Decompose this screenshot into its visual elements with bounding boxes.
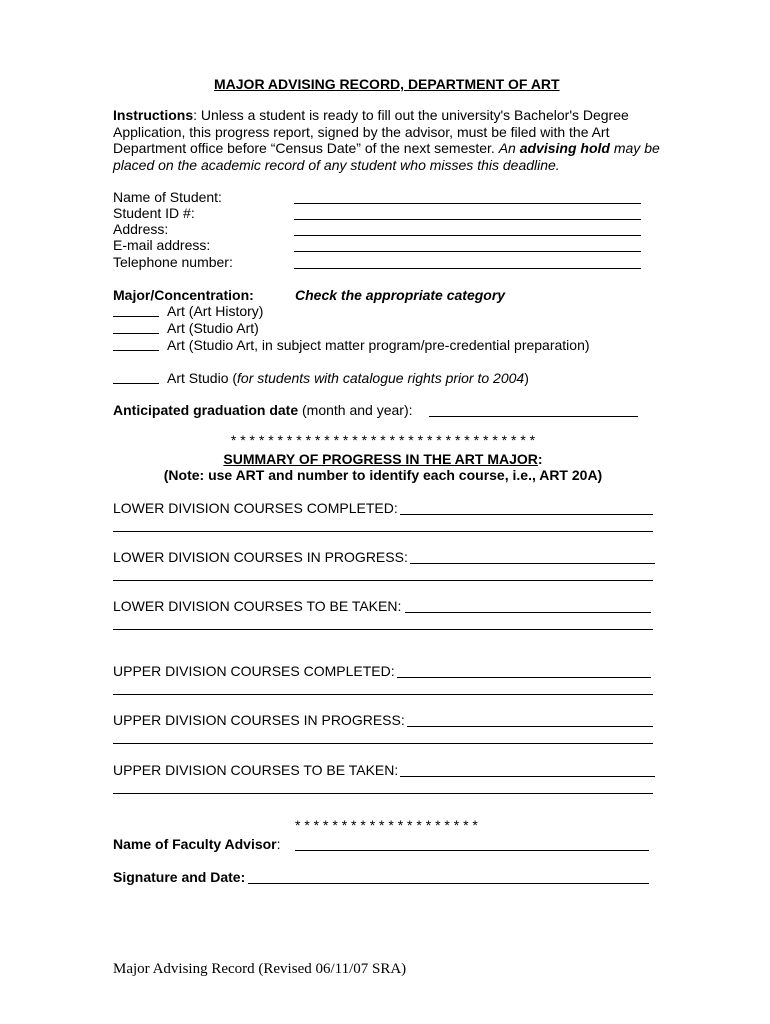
student-id-label: Student ID #: (113, 205, 195, 221)
lower-completed-field-2[interactable] (113, 531, 653, 532)
separator-stars-short: * * * * * * * * * * * * * * * * * * * * (295, 817, 478, 833)
signature-date-field[interactable] (248, 883, 649, 884)
student-name-label: Name of Student: (113, 189, 222, 205)
faculty-advisor-label-row (113, 836, 281, 852)
lower-to-be-taken-field-2[interactable] (113, 629, 653, 630)
hold-post: may be placed on the academic record of any student who misses this deadline. (113, 140, 660, 173)
lower-completed-field[interactable] (400, 514, 653, 515)
graduation-date-field[interactable] (429, 416, 638, 417)
upper-completed-field[interactable] (397, 677, 651, 678)
page-title: MAJOR ADVISING RECORD, DEPARTMENT OF ART (214, 76, 560, 92)
upper-in-progress-label: UPPER DIVISION COURSES IN PROGRESS: (113, 712, 405, 728)
graduation-label-row (113, 402, 413, 418)
art-studio-catalogue-check[interactable] (113, 383, 159, 384)
art-studio-italic: for students with catalogue rights prior to 2004 (237, 370, 525, 386)
faculty-advisor-field[interactable] (295, 850, 649, 851)
upper-to-be-taken-field[interactable] (400, 776, 655, 777)
graduation-label: Anticipated graduation date (113, 402, 299, 418)
footer-text: Major Advising Record (Revised 06/11/07 SRA) (113, 961, 407, 977)
address-field[interactable] (294, 235, 641, 236)
major-hint: Check the appropriate category (295, 287, 506, 303)
upper-in-progress-field[interactable] (407, 726, 653, 727)
summary-note: (Note: use ART and number to identify each course, i.e., ART 20A) (163, 467, 603, 483)
faculty-advisor-label: Name of Faculty Advisor (113, 836, 277, 852)
lower-to-be-taken-label: LOWER DIVISION COURSES TO BE TAKEN: (113, 598, 402, 614)
art-history-check[interactable] (113, 316, 159, 317)
instructions-label: Instructions (113, 107, 194, 123)
summary-colon: : (537, 451, 543, 467)
art-history-option: Art (Art History) (167, 303, 264, 319)
instructions-paragraph (113, 107, 673, 173)
upper-in-progress-field-2[interactable] (113, 743, 653, 744)
email-label: E-mail address: (113, 237, 211, 253)
telephone-label: Telephone number: (113, 254, 233, 270)
upper-to-be-taken-label: UPPER DIVISION COURSES TO BE TAKEN: (113, 762, 399, 778)
lower-in-progress-field[interactable] (410, 563, 655, 564)
advising-hold-text: advising hold (519, 140, 610, 156)
address-label: Address: (113, 221, 169, 237)
telephone-field[interactable] (294, 268, 641, 269)
studio-art-credential-option: Art (Studio Art, in subject matter program/pre-credential preparation) (167, 337, 590, 353)
upper-to-be-taken-field-2[interactable] (113, 793, 653, 794)
upper-completed-label: UPPER DIVISION COURSES COMPLETED: (113, 663, 395, 679)
hold-pre: An (498, 140, 520, 156)
faculty-advisor-colon: : (276, 836, 281, 852)
lower-in-progress-label: LOWER DIVISION COURSES IN PROGRESS: (113, 549, 408, 565)
student-name-field[interactable] (294, 203, 641, 204)
lower-completed-label: LOWER DIVISION COURSES COMPLETED: (113, 500, 398, 516)
studio-art-option: Art (Studio Art) (167, 320, 259, 336)
art-studio-post: ) (524, 370, 529, 386)
upper-completed-field-2[interactable] (113, 694, 653, 695)
studio-art-check[interactable] (113, 333, 159, 334)
email-field[interactable] (294, 251, 641, 252)
graduation-suffix: (month and year): (298, 402, 413, 418)
signature-date-label: Signature and Date: (113, 869, 246, 885)
separator-stars: * * * * * * * * * * * * * * * * * * * * * * * * * * * * * * * * * (230, 432, 536, 448)
art-studio-pre: Art Studio ( (167, 370, 238, 386)
studio-art-credential-check[interactable] (113, 350, 159, 351)
lower-in-progress-field-2[interactable] (113, 580, 653, 581)
lower-to-be-taken-field[interactable] (405, 612, 651, 613)
major-label: Major/Concentration: (113, 287, 254, 303)
art-studio-catalogue-option (167, 370, 529, 386)
student-id-field[interactable] (294, 219, 641, 220)
instructions-text: : Unless a student is ready to fill out the university's Bachelor's Degree Application, this progress report, signed by the advisor, must be filed with the Art Department office before “Census Date” of the next semester. (113, 107, 629, 156)
summary-title: SUMMARY OF PROGRESS IN THE ART MAJOR (223, 451, 538, 467)
summary-heading (113, 451, 653, 467)
